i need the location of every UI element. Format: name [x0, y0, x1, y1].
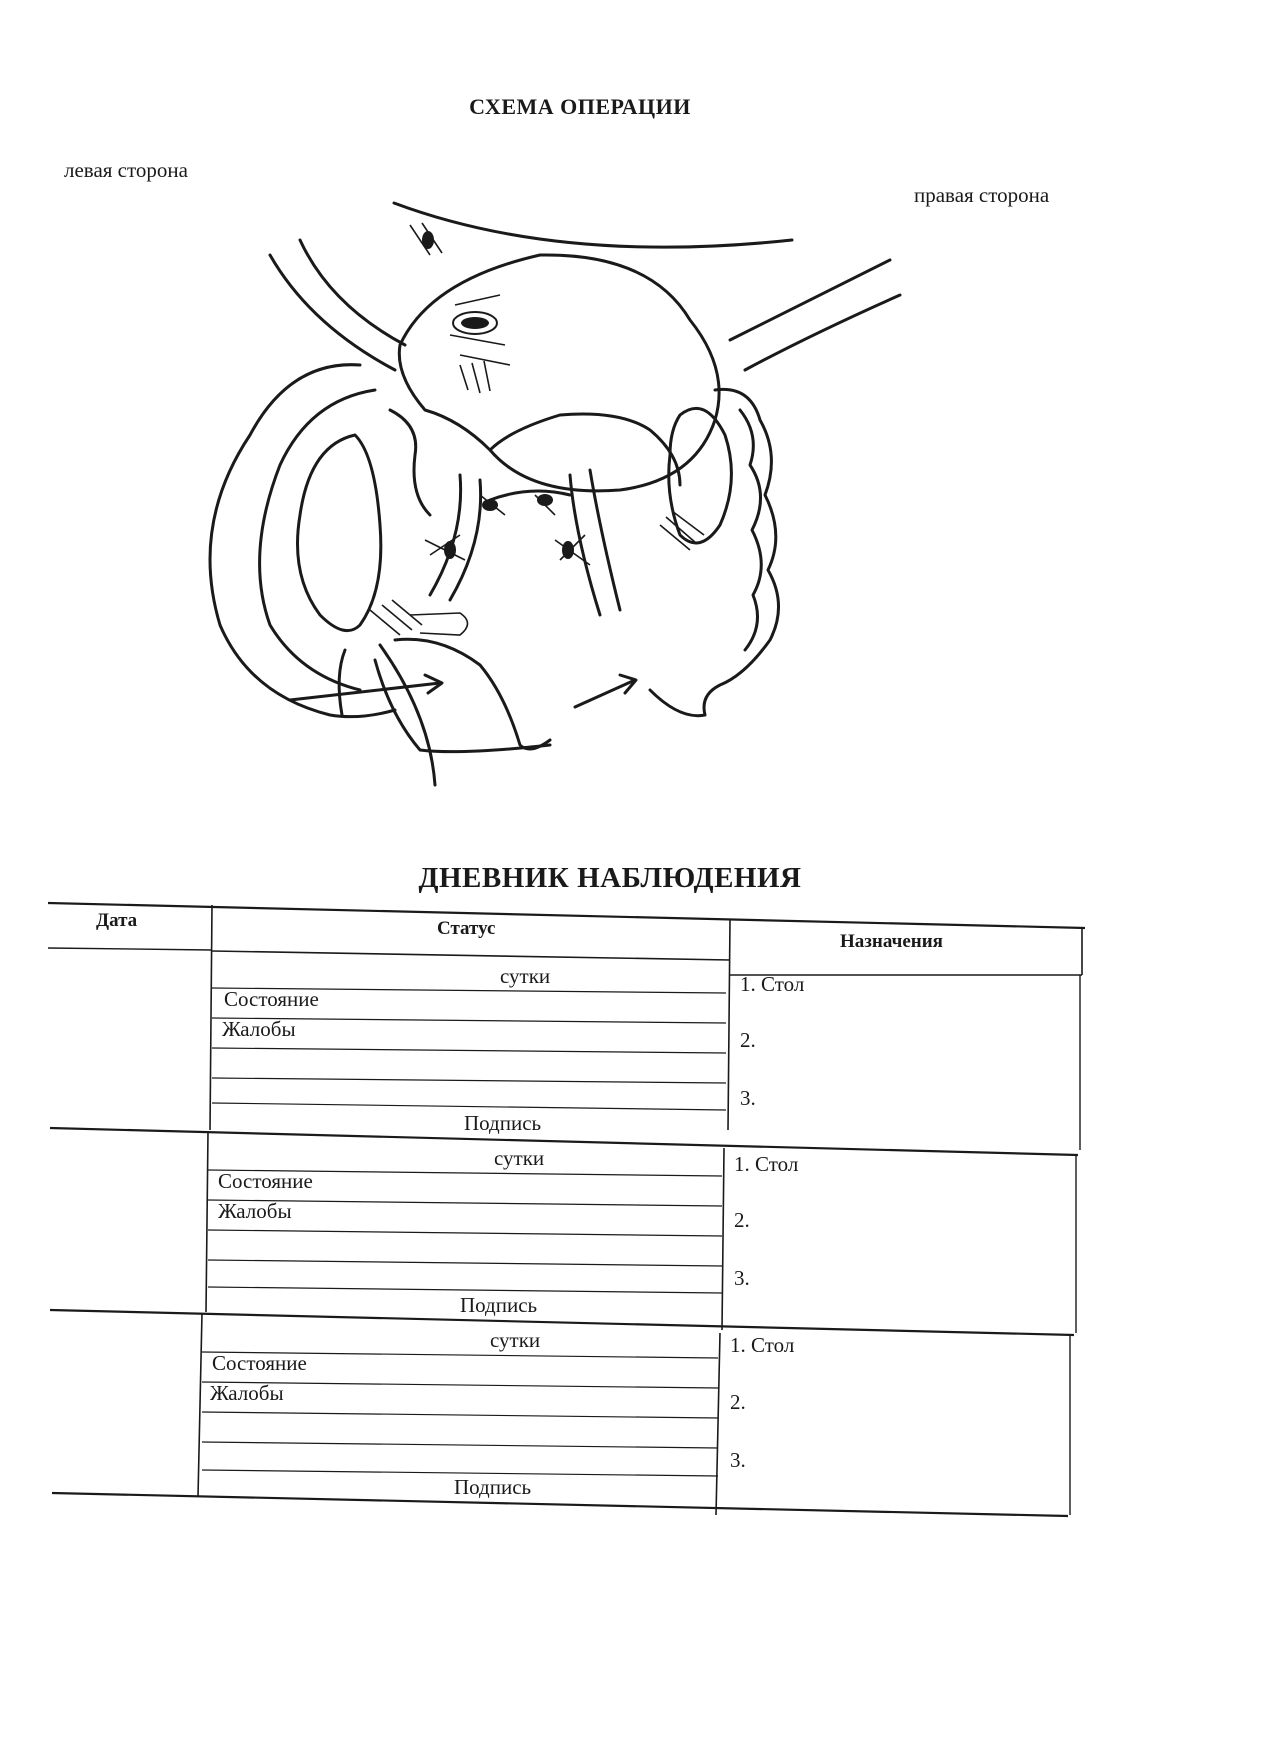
col-header-date: Дата	[96, 910, 138, 931]
row-label-complaints: Жалобы	[218, 1199, 292, 1223]
order-item: 1. Стол	[730, 1333, 795, 1357]
order-item: 2.	[730, 1390, 746, 1414]
signature-label: Подпись	[464, 1111, 542, 1135]
left-arrow	[290, 683, 440, 700]
order-item: 2.	[740, 1028, 756, 1052]
row-label-complaints: Жалобы	[210, 1381, 284, 1405]
suture-knot	[482, 499, 498, 511]
right-ligament	[730, 260, 890, 340]
scheme-title: СХЕМА ОПЕРАЦИИ	[469, 94, 691, 119]
order-item: 1. Стол	[740, 972, 805, 996]
bladder-curve	[394, 203, 792, 247]
row-label-condition: Состояние	[218, 1169, 313, 1193]
signature-label: Подпись	[454, 1475, 532, 1499]
signature-label: Подпись	[460, 1293, 538, 1317]
day-label: сутки	[494, 1146, 545, 1170]
right-side-label: правая сторона	[914, 183, 1050, 207]
order-item: 3.	[734, 1266, 750, 1290]
row-label-complaints: Жалобы	[222, 1017, 296, 1041]
left-side-label: левая сторона	[64, 158, 188, 182]
order-item: 3.	[740, 1086, 756, 1110]
row-label-condition: Состояние	[224, 987, 319, 1011]
operation-scheme-drawing	[160, 195, 920, 860]
col-header-status: Статус	[437, 918, 496, 939]
day-label: сутки	[490, 1328, 541, 1352]
rectum	[395, 639, 550, 749]
left-ovary	[298, 435, 381, 631]
row-label-condition: Состояние	[212, 1351, 307, 1375]
day-label: сутки	[500, 964, 551, 988]
diary-title: ДНЕВНИК НАБЛЮДЕНИЯ	[418, 862, 802, 894]
order-item: 2.	[734, 1208, 750, 1232]
left-ligament	[300, 240, 405, 345]
col-header-orders: Назначения	[840, 931, 943, 952]
order-item: 3.	[730, 1448, 746, 1472]
left-uterosacral	[430, 475, 461, 595]
order-item: 1. Стол	[734, 1152, 799, 1176]
